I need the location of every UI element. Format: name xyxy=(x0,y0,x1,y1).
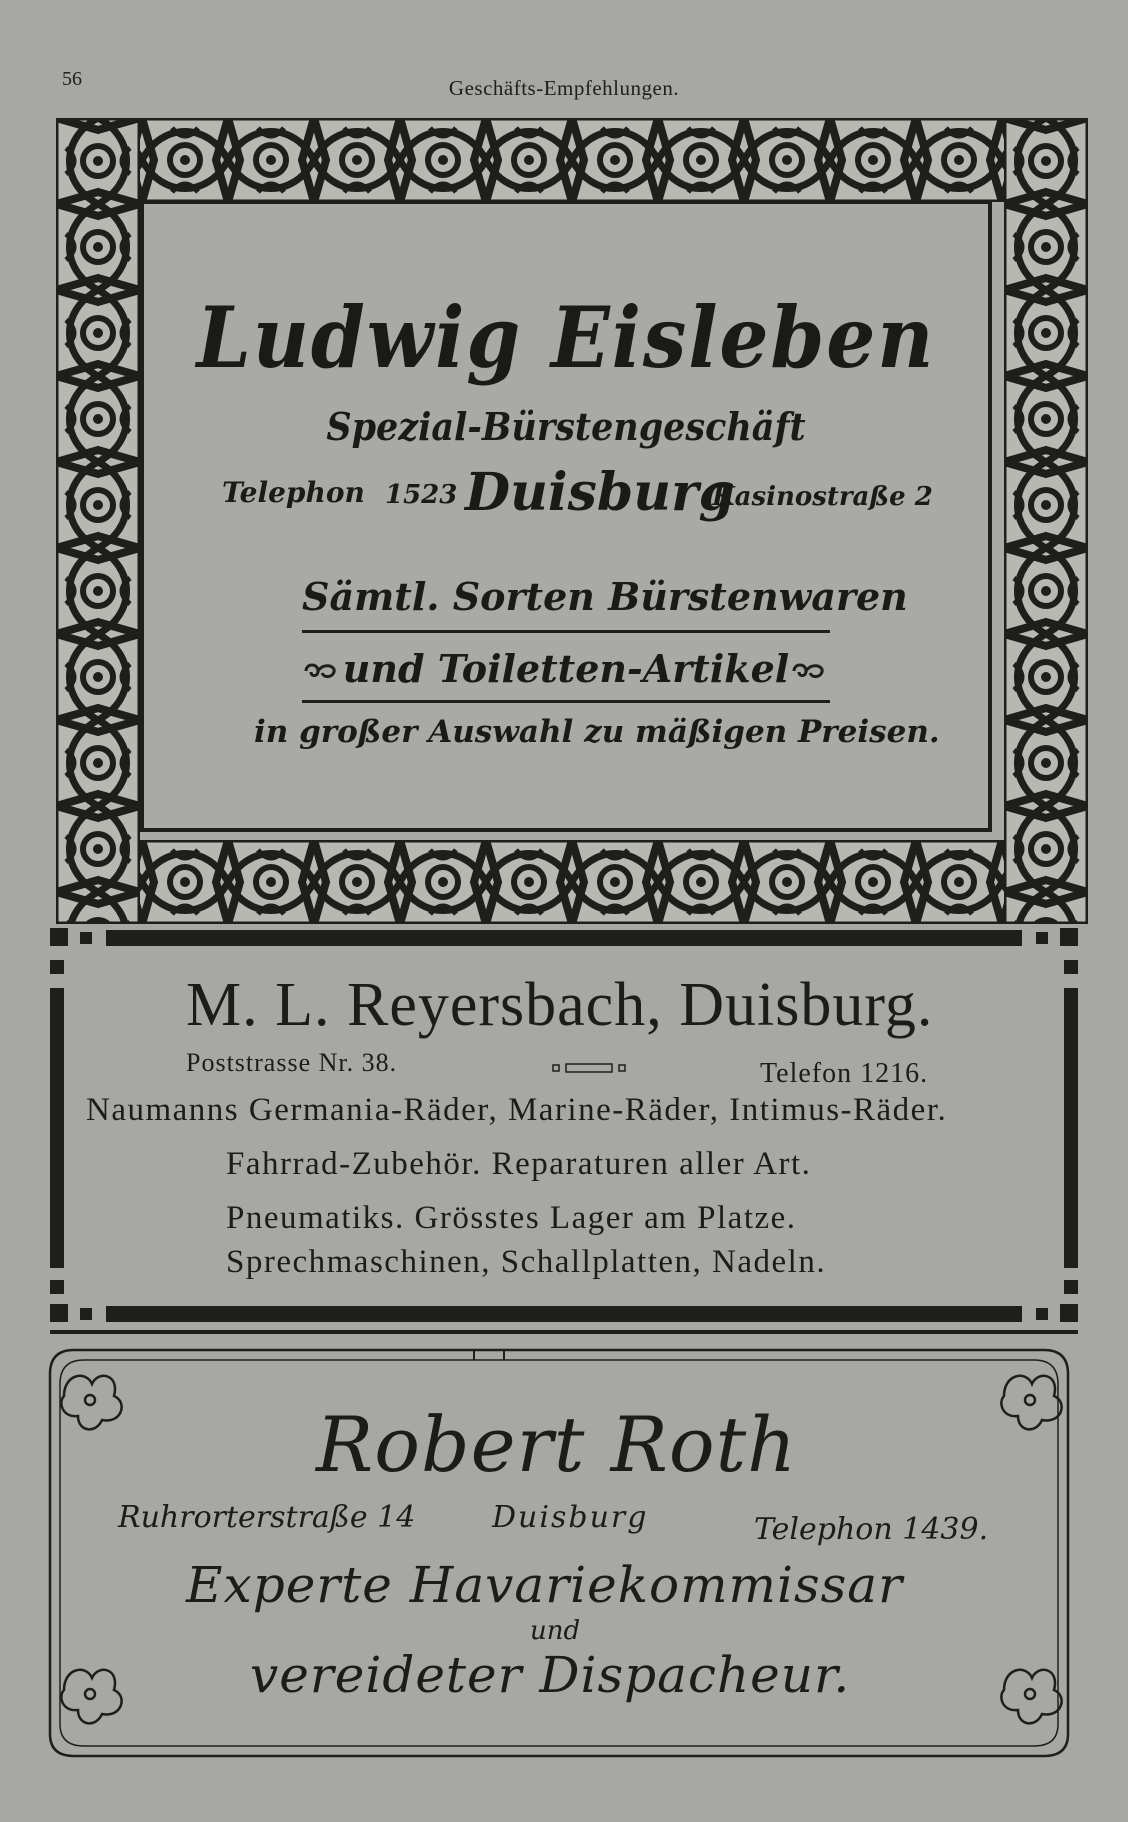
roth-street: Ruhrorterstraße 14 xyxy=(118,1500,416,1535)
ornament-band-top xyxy=(56,118,1088,202)
roth-title-line2: vereideter Dispacheur. xyxy=(250,1646,851,1704)
ornament-band-right xyxy=(1004,118,1088,924)
eisleben-telephon-number: 1523 xyxy=(385,480,458,510)
reyersbach-border-top xyxy=(50,928,1078,950)
reyersbach-name: M. L. Reyersbach, Duisburg. xyxy=(186,971,934,1039)
eisleben-rule-2 xyxy=(302,700,830,703)
eisleben-city: Duisburg xyxy=(465,462,735,523)
eisleben-products-line3: in großer Auswahl zu mäßigen Preisen. xyxy=(254,714,940,750)
flower-ornament-icon xyxy=(1001,1376,1061,1430)
ornament-band-left xyxy=(56,118,140,924)
swirl-ornament-icon xyxy=(792,660,826,682)
roth-phone: Telephon 1439. xyxy=(754,1512,989,1547)
eisleben-street: Kasinostraße 2 xyxy=(712,482,933,512)
eisleben-products-line2: und Toiletten-Artikel xyxy=(342,646,790,691)
reyersbach-border-bottom xyxy=(50,1304,1078,1344)
eisleben-name: Ludwig Eisleben xyxy=(196,288,936,387)
page-number: 56 xyxy=(62,68,82,90)
roth-name: Robert Roth xyxy=(316,1400,798,1489)
reyersbach-street: Poststrasse Nr. 38. xyxy=(186,1048,398,1077)
separator-ornament-icon xyxy=(552,1062,632,1074)
reyersbach-phone: Telefon 1216. xyxy=(760,1058,929,1089)
reyersbach-line4: Sprechmaschinen, Schallplatten, Nadeln. xyxy=(226,1244,827,1280)
roth-city: Duisburg xyxy=(492,1500,649,1535)
eisleben-products-line1: Sämtl. Sorten Bürstenwaren xyxy=(302,574,908,619)
running-head: Geschäfts-Empfehlungen. xyxy=(448,76,680,100)
eisleben-telephon-label: Telephon xyxy=(222,476,365,509)
ornament-band-bottom xyxy=(56,840,1088,924)
eisleben-rule-1 xyxy=(302,630,830,633)
reyersbach-line2: Fahrrad-Zubehör. Reparaturen aller Art. xyxy=(226,1146,812,1182)
reyersbach-line3: Pneumatiks. Grösstes Lager am Platze. xyxy=(226,1200,797,1236)
reyersbach-line1: Naumanns Germania-Räder, Marine-Räder, Intimus-Räder. xyxy=(86,1092,948,1128)
reyersbach-border-left xyxy=(50,960,66,1296)
flower-ornament-icon xyxy=(61,1376,121,1430)
flower-ornament-icon xyxy=(1001,1670,1061,1724)
eisleben-subtitle: Spezial-Bürstengeschäft xyxy=(326,404,806,449)
reyersbach-border-right xyxy=(1062,960,1078,1296)
flower-ornament-icon xyxy=(61,1670,121,1724)
roth-title-line1: Experte Havariekommissar xyxy=(186,1556,903,1614)
roth-und: und xyxy=(530,1616,581,1646)
